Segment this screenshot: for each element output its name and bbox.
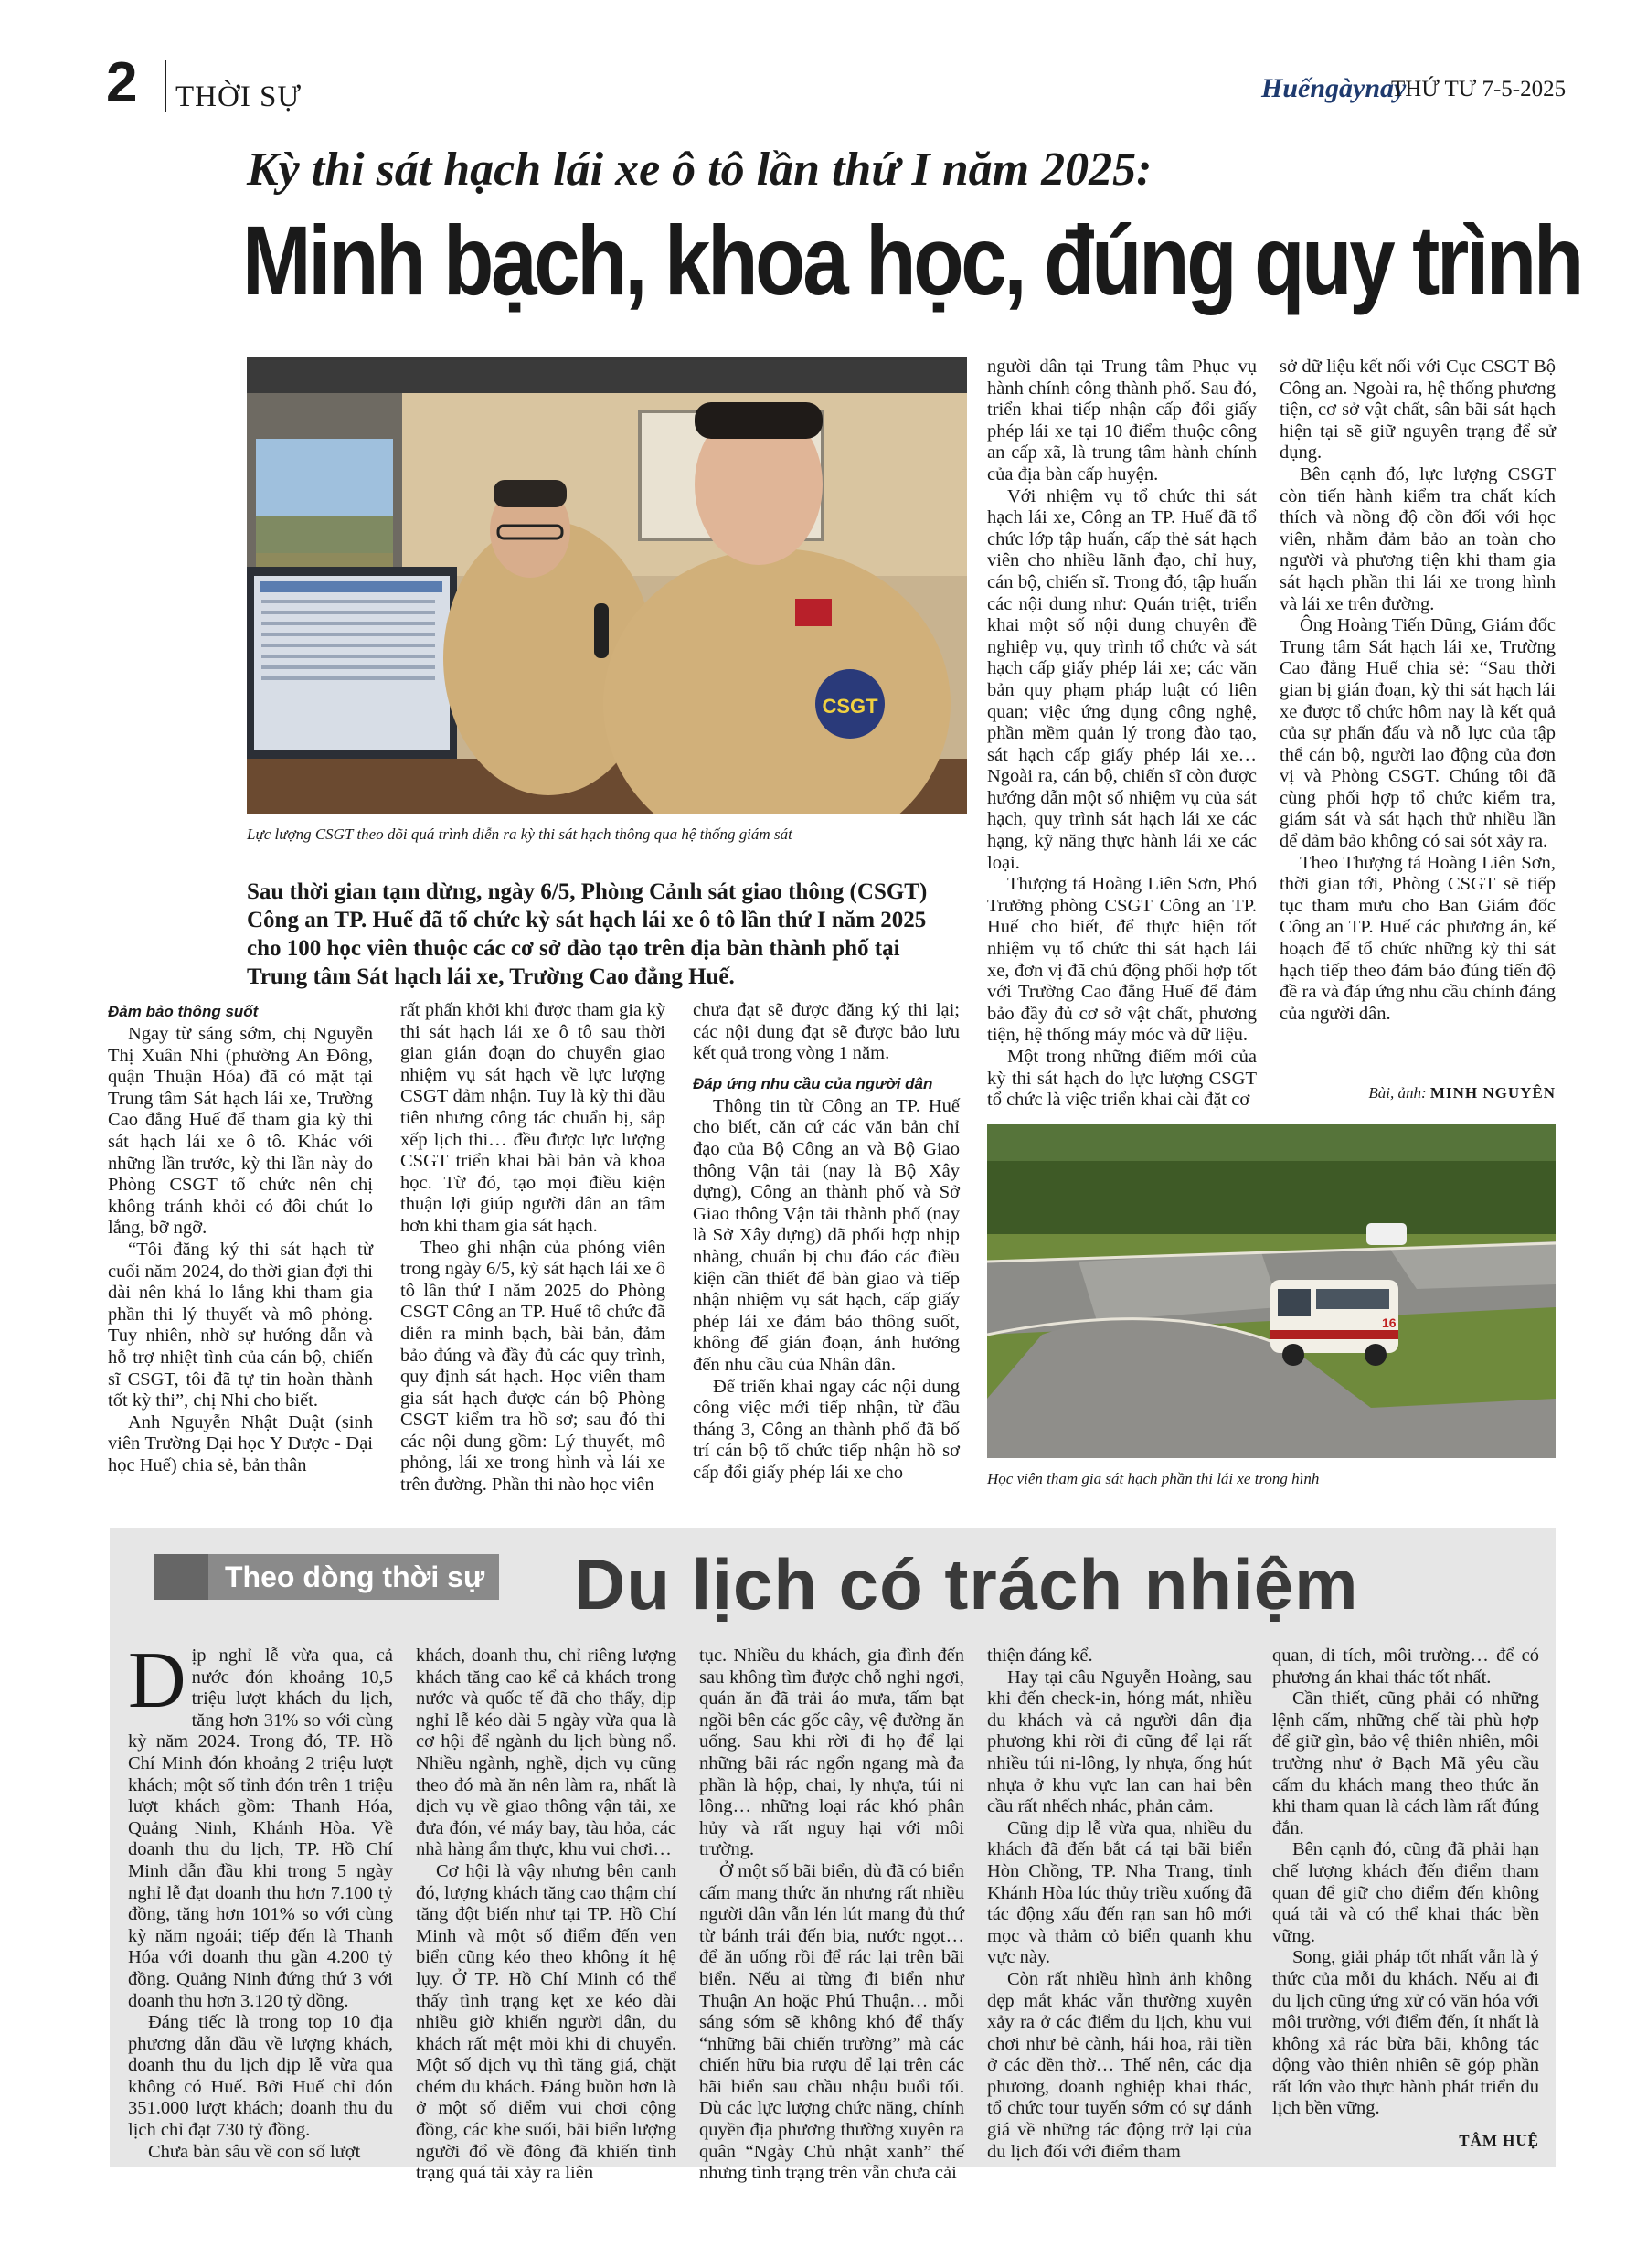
body-paragraph: Theo ghi nhận của phóng viên trong ngày 6/5, kỳ sát hạch lái xe ô tô lần thứ I năm 2025 do Phòng CSGT Công an TP. Huế tổ chức đã diễn ra minh bạch, bài bản, đảm bảo đúng và đầy đủ các quy trình, quy định sát hạch. Học viên tham gia sát hạch được cán bộ Phòng CSGT kiểm tra hồ sơ; sau đó thi các nội dung gồm: Lý thuyết, mô phỏng, lái xe trong hình và lái xe trên đường. Phần thi nào học viên [400, 1237, 665, 1496]
body-paragraph: Đáng tiếc là trong top 10 địa phương dẫn đầu về lượng khách, doanh thu du lịch dịp lễ vừa qua không có Huế. Bởi Huế chỉ đón 351.000 lượt khách; doanh thu du lịch chỉ đạt 730 tỷ đồng. [128, 2012, 393, 2141]
subhead-smooth-operation: Đảm bảo thông suốt [108, 1003, 259, 1020]
subhead-meeting-needs: Đáp ứng nhu cầu của người dân [693, 1074, 933, 1092]
body-paragraph: Ông Hoàng Tiến Dũng, Giám đốc Trung tâm Sát hạch lái xe, Trường Cao đẳng Huế chia sẻ: “Sau thời gian bị gián đoạn, kỳ thi sát hạch lái xe được tổ chức hôm nay là kết quả của sự phấn đấu và nỗ lực của tập thể cán bộ, người lao động của đơn vị và Phòng CSGT. Chúng tôi đã cùng phối hợp tổ chức kiểm tra, giám sát và sát hạch thử nhiều lần để đảm bảo không có sai sót xảy ra. [1280, 615, 1556, 852]
body-paragraph: Hay tại câu Nguyễn Hoàng, sau khi đến check-in, hóng mát, nhiều du khách và cả người dân địa phương khi rời đi cũng để lại rất nhiều túi ni-lông, ly nhựa, ống hút nhựa ở khu vực lan can hai bên cầu rất nhếch nhác, phản cảm. [987, 1666, 1252, 1817]
article-column-3 [693, 1000, 960, 1484]
body-paragraph: sở dữ liệu kết nối với Cục CSGT Bộ Công an. Ngoài ra, hệ thống phương tiện, cơ sở vật chất, sân bãi sát hạch hiện tại sẽ giữ nguyên trạng để sử dụng. [1280, 357, 1556, 463]
article-column-5 [1280, 357, 1556, 1025]
byline-author: MINH NGUYÊN [1429, 1084, 1556, 1102]
article-kicker: Kỳ thi sát hạch lái xe ô tô lần thứ I năm 2025: [247, 144, 1153, 196]
body-paragraph: Cũng dịp lễ vừa qua, nhiều du khách đã đến bắt cá tại bãi biển Hòn Chồng, TP. Nha Trang, tỉnh Khánh Hòa lúc thủy triều xuống đã tác động xấu đến rạn san hô mới mọc và thảm cỏ biển quanh khu vực này. [987, 1817, 1252, 1968]
article-lead: Sau thời gian tạm dừng, ngày 6/5, Phòng Cảnh sát giao thông (CSGT) Công an TP. Huế đã tổ chức kỳ sát hạch lái xe ô tô lần thứ I năm 2025 cho 100 học viên thuộc các cơ sở đào tạo trên địa bàn thành phố tại Trung tâm Sát hạch lái xe, Trường Cao đẳng Huế. [247, 879, 928, 989]
body-paragraph: Còn rất nhiều hình ảnh không đẹp mắt khác vẫn thường xuyên xảy ra ở các điểm du lịch, khu vui chơi như bẻ cành, hái hoa, rải tiền ở các đền thờ… Thế nên, các địa phương, doanh nghiệp khai thác, tổ chức tour tuyến sớm có sự đánh giá về những tác động trở lại của du lịch đối với điểm tham [987, 1968, 1252, 2162]
body-paragraph: Anh Nguyễn Nhật Duật (sinh viên Trường Đại học Y Dược - Đại học Huế) chia sẻ, bản thân [108, 1411, 373, 1475]
body-paragraph: thiện đáng kể. [987, 1645, 1093, 1666]
article-column-2 [400, 1000, 665, 1496]
body-paragraph: Ở một số bãi biển, dù đã có biển cấm mang thức ăn nhưng rất nhiều người dân vẫn lén lút mang đủ thứ từ bánh trái đến bia, nước ngọt… để ăn uống rồi để rác lại trên bãi biển. Nếu ai từng đi biển như Thuận An hoặc Phú Thuận… mỗi sáng sớm sẽ không khó để thấy “những bãi chiến trường” mà các chiến hữu bia rượu để lại trên các bãi biển sau chầu nhậu buổi tối. Dù các lực lượng chức năng, chính quyền địa phương thường xuyên ra quân “Ngày Chủ nhật xanh” thế nhưng tình trạng trên vẫn chưa cải [699, 1860, 964, 2184]
commentary-column-2 [416, 1645, 676, 2185]
header-divider [165, 60, 166, 112]
column-label-accent [154, 1554, 208, 1600]
body-paragraph: Ngay từ sáng sớm, chị Nguyễn Thị Xuân Nhi (phường An Đông, quận Thuận Hóa) đã có mặt tại Trung tâm Sát hạch lái xe, Trường Cao đẳng Huế để tham gia kỳ thi sát hạch lái xe ô tô. Khác với những lần trước, kỳ thi lần này do Phòng CSGT tổ chức nên chị không tránh khỏi có đôi chút lo lắng, bỡ ngỡ. [108, 1024, 373, 1239]
commentary-column-3 [699, 1645, 964, 2185]
body-paragraph: quan, di tích, môi trường… để có phương án khai thác tốt nhất. [1272, 1645, 1539, 1688]
article-column-4 [987, 357, 1257, 1112]
body-paragraph [128, 1636, 393, 2012]
body-paragraph: Thông tin từ Công an TP. Huế cho biết, căn cứ các văn bản chỉ đạo của Bộ Công an và Bộ Giao thông Vận tải (nay là Bộ Xây dựng), Công an thành phố và Sở Giao thông Vận tải thành phố (nay là Sở Xây dựng) đã phối hợp nhịp nhàng, chuẩn bị chu đáo các điều kiện cần thiết để bàn giao và tiếp nhận nhiệm vụ sát hạch, cấp giấy phép lái xe đảm bảo thông suốt, không để gián đoạn, ảnh hưởng đến nhu cầu của Nhân dân. [693, 1095, 960, 1375]
body-paragraph: khách, doanh thu, chỉ riêng lượng khách tăng cao kể cả khách trong nước và quốc tế đã cho thấy, dịp nghỉ lễ kéo dài 5 ngày vừa qua là cơ hội để ngành du lịch bùng nổ. Nhiều ngành, nghề, dịch vụ cũng theo đó mà ăn nên làm ra, nhất là dịch vụ về giao thông vận tải, xe đưa đón, vé máy bay, tàu hỏa, các nhà hàng ẩm thực, khu vui chơi… [416, 1645, 676, 1860]
issue-date: THỨ TƯ 7-5-2025 [1391, 77, 1567, 101]
photo-badge-text: CSGT [822, 695, 878, 718]
photo2-caption: Học viên tham gia sát hạch phần thi lái xe trong hình [987, 1470, 1320, 1487]
body-paragraph: tục. Nhiều du khách, gia đình đến sau không tìm được chỗ nghỉ ngơi, quán ăn đã trải áo mưa, tấm bạt ngồi bên các gốc cây, vệ đường ăn uống. Sau khi rời đi họ để lại những bãi rác ngổn ngang mà đa phần là hộp, chai, ly nhựa, túi ni lông… những loại rác khó phân hủy và rất nguy hại với môi trường. [699, 1645, 964, 1860]
photo-illustration [987, 1124, 1556, 1458]
body-paragraph: chưa đạt sẽ được đăng ký thi lại; các nội dung đạt sẽ được bảo lưu kết quả trong vòng 1 năm. [693, 1000, 960, 1064]
body-paragraph: người dân tại Trung tâm Phục vụ hành chính công thành phố. Sau đó, triển khai tiếp nhận cấp đổi giấy phép lái xe tại 10 điểm thuộc công an cấp xã, là trung tâm hành chính của địa bàn cấp huyện. [987, 357, 1257, 484]
body-paragraph: Với nhiệm vụ tổ chức thi sát hạch lái xe, Công an TP. Huế đã tổ chức lớp tập huấn, cấp thẻ sát hạch viên cho nhiều lãnh đạo, chỉ huy, cán bộ, chiến sĩ. Trong đó, tập huấn các nội dung như: Quán triệt, triển khai một số nội dung chuyên đề nghiệp vụ, quy trình tổ chức và sát hạch cấp giấy phép lái xe; các văn bản quy phạm pháp luật có liên quan; việc ứng dụng công nghệ, phần mềm quản lý trong đào tạo, sát hạch cấp giấy phép lái xe… Ngoài ra, cán bộ, chiến sĩ còn được hướng dẫn một số nhiệm vụ của sát hạch, quy trình sát hạch lái xe các hạng, kỹ năng thực hành lái xe các loại. [987, 485, 1257, 873]
body-paragraph: Cơ hội là vậy nhưng bên cạnh đó, lượng khách tăng cao thậm chí tăng đột biến như tại TP. Hồ Chí Minh và một số điểm đến ven biển cũng kéo theo không ít hệ lụy. Ở TP. Hồ Chí Minh có thể thấy tình trạng kẹt xe kéo dài nhiều giờ khiến người dân, du khách rất mệt mỏi khi di chuyển. Một số dịch vụ thì tăng giá, chặt chém du khách. Đáng buồn hơn là ở một số điểm vui chơi cộng đồng, các khe suối, bãi biển lượng người đổ về đông đã khiến tình trạng quá tải xảy ra liên [416, 1860, 676, 2184]
body-paragraph: Song, giải pháp tốt nhất vẫn là ý thức của mỗi du khách. Nếu ai đi du lịch cũng ứng xử có văn hóa với môi trường, với điểm đến, ít nhất là không xả rác bừa bãi, không tác động vào thiên nhiên sẽ góp phần rất lớn vào thực hành phát triển du lịch bền vững. [1272, 1947, 1539, 2119]
body-paragraph: Theo Thượng tá Hoàng Liên Sơn, thời gian tới, Phòng CSGT sẽ tiếp tục tham mưu cho Ban Giám đốc Công an TP. Huế các phương án, kế hoạch để tổ chức những kỳ thi sát hạch tiếp theo đảm bảo đúng tiến độ đề ra và đáp ứng nhu cầu chính đáng của người dân. [1280, 852, 1556, 1024]
photo1-caption: Lực lượng CSGT theo dõi quá trình diễn ra kỳ thi sát hạch thông qua hệ thống giám sát [247, 825, 792, 843]
byline-prefix: Bài, ảnh: [1368, 1084, 1427, 1102]
dropcap-paragraph-text: ịp nghỉ lễ vừa qua, cả nước đón khoảng 10,5 triệu lượt khách du lịch, tăng hơn 31% so với cùng kỳ năm 2024. Trong đó, TP. Hồ Chí Minh đón khoảng 2 triệu lượt khách; một số tỉnh đón trên 1 triệu lượt khách gồm: Thanh Hóa, Quảng Ninh, Khánh Hòa. Về doanh thu du lịch, TP. Hồ Chí Minh dẫn đầu khi trong 5 ngày nghỉ lễ đạt doanh thu hơn 7.100 tỷ đồng, tăng hơn 101% so với cùng kỳ năm ngoái; tiếp đến là Thanh Hóa với doanh thu gần 4.200 tỷ đồng. Quảng Ninh đứng thứ 3 với doanh thu hơn 3.120 tỷ đồng. [128, 1645, 393, 2011]
page-number: 2 [106, 51, 138, 114]
body-paragraph: Bên cạnh đó, lực lượng CSGT còn tiến hành kiểm tra chất kích thích và nồng độ cồn đối với học viên, nhằm đảm bảo an toàn cho người và phương tiện khi tham gia sát hạch phần thi lái xe trong hình và lái xe trên đường. [1280, 463, 1556, 614]
commentary-title: Du lịch có trách nhiệm [574, 1544, 1359, 1624]
photo-traffic-police-monitoring [247, 357, 967, 814]
body-paragraph: Bên cạnh đó, cũng đã phải hạn chế lượng khách đến điểm tham quan để giữ cho điểm đến không quá tải và có thể khai thác bền vững. [1272, 1839, 1539, 1946]
bus-number: 16 [1382, 1315, 1397, 1330]
body-paragraph: Cần thiết, cũng phải có những lệnh cấm, những chế tài phù hợp để giữ gìn, bảo vệ thiên nhiên, môi trường như ở Bạch Mã yêu cầu cấm du khách mang theo thức ăn khi tham quan là cách làm rất đúng đắn. [1272, 1688, 1539, 1838]
article-headline: Minh bạch, khoa học, đúng quy trình [242, 205, 1581, 315]
photo-illustration [247, 357, 967, 814]
dropcap: D [128, 1636, 186, 1725]
body-paragraph: Một trong những điểm mới của kỳ thi sát hạch do lực lượng CSGT tổ chức là việc triển khai cài đặt cơ [987, 1047, 1257, 1111]
column-label: Theo dòng thời sự [154, 1554, 499, 1600]
commentary-column-4 [987, 1645, 1252, 2163]
body-paragraph: “Tôi đăng ký thi sát hạch từ cuối năm 2024, do thời gian đợi thi dài nên khá lo lắng khi tham gia phần thi lý thuyết và mô phỏng. Tuy nhiên, nhờ sự hướng dẫn và hỗ trợ nhiệt tình của cán bộ, chiến sĩ CSGT, tôi đã tự tin hoàn thành tốt kỳ thi”, chị Nhi cho biết. [108, 1239, 373, 1411]
photo-driving-test-yard [987, 1124, 1556, 1458]
commentary-column-1 [128, 1636, 393, 2163]
article-byline [1261, 1084, 1556, 1102]
commentary-column-5 [1272, 1645, 1539, 2120]
body-paragraph: Thượng tá Hoàng Liên Sơn, Phó Trưởng phòng CSGT Công an TP. Huế cho biết, để thực hiện tốt nhiệm vụ tổ chức thi sát hạch lái xe, đơn vị đã chủ động phối hợp tốt với Trường Cao đẳng Huế để đảm bảo đầy đủ cơ sở vật chất, phương tiện, hệ thống máy móc và dữ liệu. [987, 874, 1257, 1046]
body-paragraph: Chưa bàn sâu về con số lượt [148, 2141, 361, 2162]
commentary-byline: TÂM HUỆ [1459, 2132, 1539, 2149]
body-paragraph: rất phấn khởi khi được tham gia kỳ thi sát hạch lái xe ô tô sau thời gian gián đoạn do chuyển giao nhiệm vụ sát hạch về lực lượng CSGT đảm nhận. Tuy là kỳ thi đầu tiên nhưng công tác chuẩn bị, sắp xếp lịch thi… đều được lực lượng CSGT triển khai bài bản và khoa học. Từ đó, tạo mọi điều kiện thuận lợi giúp người dân an tâm hơn khi tham gia sát hạch. [400, 1000, 665, 1236]
article-column-1 [108, 1000, 373, 1476]
section-name: THỜI SỰ [175, 80, 303, 113]
body-paragraph: Để triển khai ngay các nội dung công việc mới tiếp nhận, từ đầu tháng 3, Công an thành phố đã bố trí cán bộ tổ chức tiếp nhận hồ sơ cấp đổi giấy phép lái xe cho [693, 1376, 960, 1483]
publication-logo: Huếngàynay [1261, 73, 1407, 103]
